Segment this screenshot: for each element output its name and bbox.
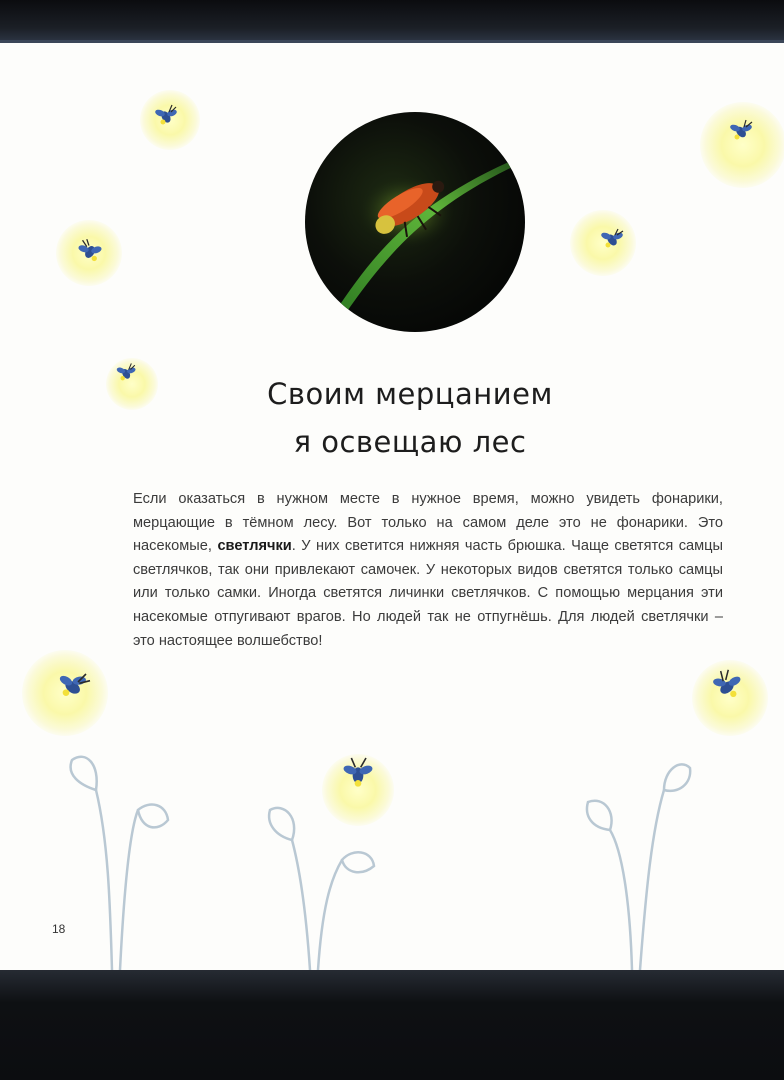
- body-text-part: Если оказаться в нужном месте в нужное время, можно увидеть фонарики, мерцающие в тёмном лесу. Вот только на самом деле это не фонарики. Это насекомые,: [133, 491, 723, 555]
- sprout-icon: [71, 757, 168, 970]
- sprout-decorations: [0, 40, 784, 970]
- sprout-icon: [587, 764, 690, 970]
- sprout-icon: [269, 808, 374, 970]
- book-page: [0, 40, 784, 970]
- highlighted-term: светлячки: [217, 538, 292, 555]
- scan-background-top: [0, 0, 784, 40]
- scan-background-bottom: [0, 970, 784, 1080]
- body-text-part: . У них светится нижняя часть брюшка. Чаще светятся самцы светлячков, так они привлекают самочек. У некоторых видов светятся только самцы или только самки. Иногда светятся личинки светлячков. С помощью мерцания эти насекомые отпугивают врагов. Но людей так не отпугнёшь. Для людей светлячки – это настоящее волшебство!: [133, 538, 723, 649]
- title-line: Своим мерцанием: [267, 377, 553, 411]
- title-line: я освещаю лес: [293, 425, 527, 459]
- page-number: 18: [52, 922, 66, 936]
